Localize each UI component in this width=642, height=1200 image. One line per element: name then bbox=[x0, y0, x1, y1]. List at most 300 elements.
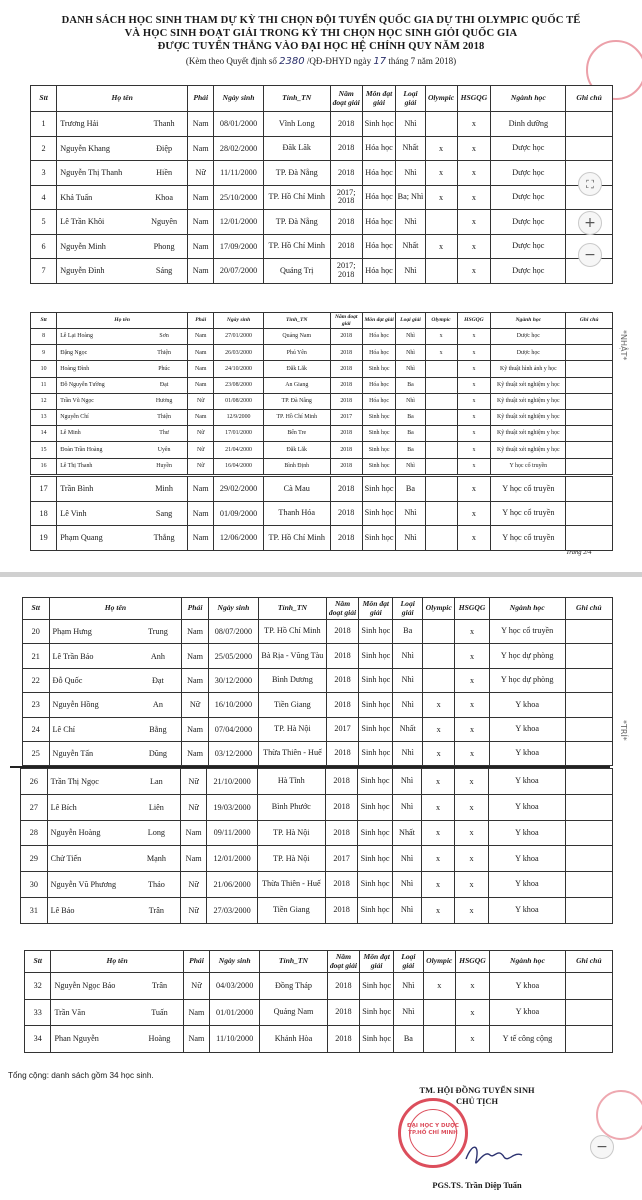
column-header: HSGQG bbox=[455, 598, 489, 620]
table-cell: Ba bbox=[394, 1026, 423, 1053]
candidate-table-section-1 bbox=[30, 85, 613, 284]
column-header: Môn đạt giải bbox=[362, 86, 396, 112]
table-cell: Long bbox=[133, 820, 180, 846]
table-cell: 25/10/2000 bbox=[214, 185, 263, 210]
table-cell: Bình Dương bbox=[258, 668, 326, 692]
table-row bbox=[23, 741, 613, 765]
table-cell: Nam bbox=[180, 846, 207, 872]
table-cell: Hà Tĩnh bbox=[257, 769, 325, 795]
table-cell: Tiền Giang bbox=[258, 693, 326, 717]
table-cell: Sinh học bbox=[362, 458, 396, 474]
column-header: Môn đạt giải bbox=[359, 598, 393, 620]
table-cell: 9 bbox=[31, 345, 57, 361]
table-cell: Hóa học bbox=[362, 377, 396, 393]
table-cell: 08/07/2000 bbox=[208, 620, 258, 644]
title-line-3: ĐƯỢC TUYỂN THẲNG VÀO ĐẠI HỌC HỆ CHÍNH QUY NĂM 2018 bbox=[157, 41, 485, 52]
table-row bbox=[31, 361, 613, 377]
column-header: Olympic bbox=[425, 313, 457, 329]
table-cell: Nhì bbox=[392, 846, 422, 872]
title-line-2: VÀ HỌC SINH ĐOẠT GIẢI TRONG KỲ THI CHỌN HỌC SINH GIỎI QUỐC GIA bbox=[124, 28, 518, 39]
table-cell: Đạt bbox=[141, 377, 188, 393]
table-cell: Lê Thị Thanh bbox=[57, 458, 141, 474]
table-cell: Lê Minh bbox=[57, 426, 141, 442]
table-cell: Nhì bbox=[393, 668, 423, 692]
table-cell: x bbox=[454, 794, 488, 820]
table-cell: Y học cổ truyền bbox=[491, 526, 566, 551]
table-cell: Anh bbox=[135, 644, 182, 668]
table-cell: Nhất bbox=[396, 234, 425, 259]
table-row bbox=[31, 185, 613, 210]
table-cell: Nam bbox=[182, 620, 209, 644]
table-cell bbox=[565, 717, 612, 741]
title-line-1: DANH SÁCH HỌC SINH THAM DỰ KỲ THI CHỌN ĐỘI TUYỂN QUỐC GIA DỰ THI OLYMPIC QUỐC TẾ bbox=[61, 15, 581, 26]
table-cell: 08/01/2000 bbox=[214, 112, 263, 137]
table-cell: Nguyễn Hồng bbox=[49, 693, 135, 717]
table-cell: x bbox=[423, 973, 455, 1000]
table-cell: x bbox=[455, 1026, 489, 1053]
table-cell: x bbox=[425, 329, 457, 345]
table-cell: 33 bbox=[25, 999, 51, 1026]
table-cell bbox=[565, 794, 612, 820]
table-cell bbox=[566, 136, 613, 161]
table-cell: Ba bbox=[396, 409, 425, 425]
table-cell: Nguyễn Minh bbox=[57, 234, 141, 259]
table-cell: Nam bbox=[182, 668, 209, 692]
table-row bbox=[31, 161, 613, 186]
column-header: Phái bbox=[182, 598, 209, 620]
table-cell: Ba bbox=[396, 477, 425, 502]
table-cell: Nam bbox=[188, 210, 214, 235]
table-cell: 2018 bbox=[325, 769, 358, 795]
table-row bbox=[31, 329, 613, 345]
table-cell: Quảng Nam bbox=[263, 329, 330, 345]
table-cell: 5 bbox=[31, 210, 57, 235]
table-cell: 2018 bbox=[330, 329, 362, 345]
table-cell: Hóa học bbox=[362, 393, 396, 409]
table-row bbox=[31, 526, 613, 551]
table-cell: x bbox=[455, 741, 489, 765]
table-cell: TP. Hà Nội bbox=[258, 717, 326, 741]
table-cell: Bến Tre bbox=[263, 426, 330, 442]
table-cell bbox=[425, 393, 457, 409]
table-cell bbox=[566, 361, 613, 377]
handwritten-signature bbox=[462, 1139, 532, 1173]
table-cell bbox=[566, 501, 613, 526]
page-number: Trang 2/4 bbox=[566, 549, 592, 556]
table-cell: x bbox=[457, 409, 491, 425]
table-cell: 2018 bbox=[325, 794, 358, 820]
table-cell: Hóa học bbox=[362, 136, 396, 161]
column-header: Họ tên bbox=[57, 313, 188, 329]
column-header: Ngành học bbox=[489, 598, 565, 620]
table-cell: Đăk Lăk bbox=[263, 136, 330, 161]
table-cell: Nhì bbox=[393, 741, 423, 765]
table-cell bbox=[425, 112, 457, 137]
table-cell bbox=[566, 329, 613, 345]
table-cell: 2018 bbox=[326, 644, 358, 668]
table-cell: Y học dự phòng bbox=[489, 668, 565, 692]
column-header: Môn đạt giải bbox=[362, 313, 396, 329]
table-cell: x bbox=[455, 693, 489, 717]
column-header: Olympic bbox=[425, 86, 457, 112]
table-cell bbox=[566, 458, 613, 474]
decision-day: 17 bbox=[373, 56, 387, 67]
table-cell: Y học dự phòng bbox=[489, 644, 565, 668]
table-cell: 2018 bbox=[330, 477, 362, 502]
table-cell: Thiện bbox=[141, 409, 188, 425]
table-cell bbox=[425, 210, 457, 235]
table-cell: 22 bbox=[23, 668, 50, 692]
table-cell: x bbox=[457, 526, 491, 551]
table-cell: 2017 bbox=[326, 717, 358, 741]
table-row bbox=[21, 897, 613, 923]
total-summary: Tổng cộng: danh sách gồm 34 học sinh. bbox=[8, 1071, 154, 1080]
table-cell: Dược học bbox=[491, 136, 566, 161]
table-cell: 7 bbox=[31, 259, 57, 284]
table-cell: Dinh dưỡng bbox=[491, 112, 566, 137]
table-cell: x bbox=[457, 442, 491, 458]
table-cell: 21/04/2000 bbox=[214, 442, 263, 458]
table-cell: x bbox=[457, 426, 491, 442]
table-cell: TP. Hồ Chí Minh bbox=[263, 185, 330, 210]
table-cell: 2018 bbox=[330, 345, 362, 361]
table-header-row bbox=[31, 86, 613, 112]
table-cell bbox=[565, 872, 612, 898]
table-cell: Sinh học bbox=[362, 112, 396, 137]
table-cell: Khả Tuấn bbox=[57, 185, 141, 210]
table-row bbox=[23, 620, 613, 644]
table-cell: x bbox=[457, 136, 491, 161]
table-cell: 2018 bbox=[326, 693, 358, 717]
table-cell: Lê Lại Hoàng bbox=[57, 329, 141, 345]
table-cell: 01/09/2000 bbox=[214, 501, 263, 526]
table-cell bbox=[565, 846, 612, 872]
column-header: Tỉnh_TN bbox=[263, 313, 330, 329]
table-cell: Kỹ thuật xét nghiệm y học bbox=[491, 377, 566, 393]
table-cell: x bbox=[457, 393, 491, 409]
table-cell: Sinh học bbox=[360, 999, 394, 1026]
table-cell: x bbox=[455, 644, 489, 668]
column-header: Ghi chú bbox=[565, 598, 612, 620]
table-cell: Nguyễn Hoàng bbox=[47, 820, 133, 846]
table-cell: Nữ bbox=[180, 897, 207, 923]
table-cell: Kỹ thuật hình ảnh y học bbox=[491, 361, 566, 377]
table-cell: x bbox=[457, 259, 491, 284]
table-cell bbox=[423, 1026, 455, 1053]
table-cell: Dược học bbox=[491, 234, 566, 259]
table-cell: x bbox=[457, 458, 491, 474]
minus-icon: − bbox=[596, 1139, 608, 1155]
table-cell: Kỹ thuật xét nghiệm y học bbox=[491, 393, 566, 409]
table-cell: x bbox=[425, 345, 457, 361]
column-header: Ngày sinh bbox=[214, 86, 263, 112]
table-cell bbox=[566, 393, 613, 409]
table-cell: 32 bbox=[25, 973, 51, 1000]
column-header: Năm đoạt giải bbox=[326, 598, 358, 620]
table-cell: Phạm Hưng bbox=[49, 620, 135, 644]
column-header: Phái bbox=[188, 313, 214, 329]
table-cell: x bbox=[422, 794, 455, 820]
table-cell: Phúc bbox=[141, 361, 188, 377]
table-row bbox=[21, 794, 613, 820]
table-cell: TP. Đà Nẵng bbox=[263, 210, 330, 235]
table-cell: Y khoa bbox=[489, 872, 565, 898]
table-cell: 17/09/2000 bbox=[214, 234, 263, 259]
table-cell: Ba bbox=[396, 377, 425, 393]
table-cell: Nam bbox=[188, 136, 214, 161]
table-row bbox=[25, 973, 613, 1000]
column-header: Môn đạt giải bbox=[360, 951, 394, 973]
table-cell: x bbox=[457, 185, 491, 210]
table-cell: Y khoa bbox=[489, 741, 565, 765]
table-cell: Nam bbox=[188, 234, 214, 259]
table-cell: x bbox=[455, 717, 489, 741]
table-cell: Nam bbox=[182, 741, 209, 765]
column-header: Họ tên bbox=[49, 598, 182, 620]
table-cell bbox=[565, 769, 612, 795]
table-cell: x bbox=[457, 377, 491, 393]
table-cell: 10 bbox=[31, 361, 57, 377]
decision-reference: (Kèm theo Quyết định số 2380 /QĐ-ĐHYD ngày 17 tháng 7 năm 2018) bbox=[185, 56, 457, 67]
table-cell: 2018 bbox=[330, 112, 362, 137]
column-header: Stt bbox=[31, 86, 57, 112]
table-cell: 12/9/2000 bbox=[214, 409, 263, 425]
table-cell: x bbox=[457, 477, 491, 502]
table-cell: Bình Phước bbox=[257, 794, 325, 820]
table-cell: 2018 bbox=[330, 458, 362, 474]
table-cell: Nhất bbox=[393, 717, 423, 741]
table-cell: Sơn bbox=[141, 329, 188, 345]
table-cell: Nhì bbox=[396, 161, 425, 186]
table-cell: x bbox=[455, 999, 489, 1026]
table-cell: 3 bbox=[31, 161, 57, 186]
table-cell: Khánh Hòa bbox=[260, 1026, 328, 1053]
table-cell: Nữ bbox=[188, 393, 214, 409]
table-cell: 28/02/2000 bbox=[214, 136, 263, 161]
table-cell: 11/11/2000 bbox=[214, 161, 263, 186]
signer-name: PGS.TS. Trần Diệp Tuấn bbox=[432, 1181, 522, 1190]
table-cell: 21/10/2000 bbox=[207, 769, 257, 795]
table-cell: Trần Vũ Ngọc bbox=[57, 393, 141, 409]
table-cell bbox=[565, 973, 612, 1000]
table-row bbox=[31, 458, 613, 474]
table-cell: 26/03/2000 bbox=[214, 345, 263, 361]
table-cell: x bbox=[422, 846, 455, 872]
table-cell: Nhì bbox=[396, 345, 425, 361]
table-cell: Nam bbox=[188, 185, 214, 210]
candidate-table-section-6 bbox=[24, 950, 613, 1053]
column-header: Loại giải bbox=[396, 86, 425, 112]
table-cell: An Giang bbox=[263, 377, 330, 393]
table-cell bbox=[565, 668, 612, 692]
table-cell bbox=[565, 897, 612, 923]
table-cell: Nam bbox=[182, 644, 209, 668]
council-name: TM. HỘI ĐỒNG TUYỂN SINH bbox=[419, 1086, 535, 1095]
table-row bbox=[23, 693, 613, 717]
table-cell: Phan Nguyễn bbox=[51, 1026, 136, 1053]
table-row bbox=[31, 136, 613, 161]
table-cell: Nam bbox=[188, 361, 214, 377]
table-cell: Nam bbox=[188, 259, 214, 284]
table-cell bbox=[425, 501, 457, 526]
table-cell: 2018 bbox=[330, 526, 362, 551]
table-cell: Thiện bbox=[141, 345, 188, 361]
table-cell bbox=[565, 999, 612, 1026]
table-cell: Nguyễn Ngọc Bảo bbox=[51, 973, 136, 1000]
table-cell: 2017; 2018 bbox=[330, 185, 362, 210]
table-cell: Nhì bbox=[396, 361, 425, 377]
table-cell: x bbox=[457, 361, 491, 377]
table-cell: 8 bbox=[31, 329, 57, 345]
table-cell: Hóa học bbox=[362, 161, 396, 186]
table-cell: Nhất bbox=[392, 820, 422, 846]
table-cell: Hiền bbox=[141, 161, 188, 186]
table-cell: Đồng Tháp bbox=[260, 973, 328, 1000]
table-cell: 2018 bbox=[326, 741, 358, 765]
table-cell: 20/07/2000 bbox=[214, 259, 263, 284]
official-seal: ĐẠI HỌC Y DƯỢC TP.HỒ CHÍ MINH bbox=[398, 1098, 468, 1168]
table-cell: Nhì bbox=[396, 501, 425, 526]
table-cell: Sinh học bbox=[360, 1026, 394, 1053]
table-cell: Nguyễn Đình bbox=[57, 259, 141, 284]
column-header: HSGQG bbox=[457, 313, 491, 329]
table-cell: 16/04/2000 bbox=[214, 458, 263, 474]
table-cell: Hương bbox=[141, 393, 188, 409]
table-cell bbox=[566, 526, 613, 551]
table-row bbox=[31, 409, 613, 425]
table-cell: Hóa học bbox=[362, 210, 396, 235]
table-cell: Y tế công cộng bbox=[490, 1026, 566, 1053]
table-cell: 27/01/2000 bbox=[214, 329, 263, 345]
fit-screen-icon: ⛶ bbox=[586, 178, 594, 191]
table-cell: Nam bbox=[188, 409, 214, 425]
table-cell: Nam bbox=[188, 329, 214, 345]
table-cell: Y học cổ truyền bbox=[489, 620, 565, 644]
column-header: Ngày sinh bbox=[208, 598, 258, 620]
table-cell bbox=[566, 442, 613, 458]
table-cell: Thắng bbox=[141, 526, 188, 551]
table-cell: x bbox=[457, 329, 491, 345]
table-cell: 2018 bbox=[330, 161, 362, 186]
table-cell: Phạm Quang bbox=[57, 526, 141, 551]
table-cell: Y học cổ truyền bbox=[491, 477, 566, 502]
table-cell: Nam bbox=[183, 1026, 209, 1053]
table-row bbox=[31, 234, 613, 259]
table-cell: x bbox=[422, 717, 454, 741]
table-cell: TP. Hồ Chí Minh bbox=[263, 526, 330, 551]
zoom-in-button[interactable] bbox=[578, 211, 602, 235]
table-cell: Nguyên bbox=[141, 210, 188, 235]
column-header: Họ tên bbox=[51, 951, 183, 973]
table-cell: TP. Hồ Chí Minh bbox=[263, 234, 330, 259]
table-cell: x bbox=[422, 741, 454, 765]
table-row bbox=[31, 426, 613, 442]
table-cell bbox=[425, 477, 457, 502]
table-row bbox=[31, 259, 613, 284]
column-header: Loại giải bbox=[393, 598, 423, 620]
table-cell: 29 bbox=[21, 846, 48, 872]
table-cell: 28 bbox=[21, 820, 48, 846]
table-cell: Sinh học bbox=[359, 644, 393, 668]
table-cell: Dược học bbox=[491, 259, 566, 284]
table-cell: x bbox=[425, 185, 457, 210]
table-cell: 19/03/2000 bbox=[207, 794, 257, 820]
table-cell: Bằng bbox=[135, 717, 182, 741]
table-cell: Kỹ thuật xét nghiệm y học bbox=[491, 442, 566, 458]
table-cell: 2018 bbox=[330, 234, 362, 259]
table-cell: 30 bbox=[21, 872, 48, 898]
table-cell: x bbox=[425, 234, 457, 259]
table-cell: Trung bbox=[135, 620, 182, 644]
table-cell bbox=[422, 668, 454, 692]
table-cell: Nguyễn Khang bbox=[57, 136, 141, 161]
table-cell: Phú Yên bbox=[263, 345, 330, 361]
table-cell: Lê Trần Bảo bbox=[49, 644, 135, 668]
column-header: Stt bbox=[31, 313, 57, 329]
table-cell: x bbox=[422, 872, 455, 898]
fit-screen-button[interactable] bbox=[578, 172, 602, 196]
table-cell: x bbox=[422, 693, 454, 717]
column-header: Ngành học bbox=[491, 313, 566, 329]
column-header: Ghi chú bbox=[566, 86, 613, 112]
plus-icon: + bbox=[584, 215, 596, 231]
column-header: Ngành học bbox=[490, 951, 566, 973]
table-header-row bbox=[25, 951, 613, 973]
table-row bbox=[21, 769, 613, 795]
table-cell: Tiền Giang bbox=[257, 897, 325, 923]
table-cell: TP. Đà Nẵng bbox=[263, 393, 330, 409]
column-header: Olympic bbox=[423, 951, 455, 973]
table-cell: Đặng Ngọc bbox=[57, 345, 141, 361]
table-cell: Nam bbox=[188, 526, 214, 551]
table-row bbox=[31, 377, 613, 393]
table-cell: Lê Bảo bbox=[47, 897, 133, 923]
table-cell: Lê Trần Khôi bbox=[57, 210, 141, 235]
table-cell: 04/03/2000 bbox=[210, 973, 260, 1000]
side-mark-1: *NHẬT* bbox=[619, 330, 628, 361]
zoom-out-button-bottom[interactable] bbox=[590, 1135, 614, 1159]
table-cell: Nhì bbox=[393, 693, 423, 717]
table-cell: 11/10/2000 bbox=[210, 1026, 260, 1053]
candidate-table-section-5 bbox=[20, 768, 613, 924]
table-cell: Lê Bích bbox=[47, 794, 133, 820]
table-cell bbox=[422, 644, 454, 668]
table-cell: 25 bbox=[23, 741, 50, 765]
table-cell: 13 bbox=[31, 409, 57, 425]
column-header: Ghi chú bbox=[565, 951, 612, 973]
table-cell: Nữ bbox=[182, 693, 209, 717]
table-cell: Nguyễn Tấn bbox=[49, 741, 135, 765]
table-cell: Đăk Lăk bbox=[263, 442, 330, 458]
table-row bbox=[23, 668, 613, 692]
table-cell: 20 bbox=[23, 620, 50, 644]
table-cell: x bbox=[422, 897, 455, 923]
table-cell bbox=[425, 361, 457, 377]
table-cell: Nhì bbox=[396, 393, 425, 409]
table-header-row bbox=[31, 313, 613, 329]
table-cell bbox=[565, 820, 612, 846]
table-cell: Nam bbox=[188, 501, 214, 526]
table-cell: Kỹ thuật xét nghiệm y học bbox=[491, 409, 566, 425]
table-cell: Uyên bbox=[141, 442, 188, 458]
table-cell: 4 bbox=[31, 185, 57, 210]
document-header bbox=[0, 14, 642, 68]
table-cell bbox=[566, 409, 613, 425]
zoom-out-button[interactable] bbox=[578, 243, 602, 267]
page-break bbox=[0, 572, 642, 577]
table-cell: An bbox=[135, 693, 182, 717]
column-header: Ngành học bbox=[491, 86, 566, 112]
